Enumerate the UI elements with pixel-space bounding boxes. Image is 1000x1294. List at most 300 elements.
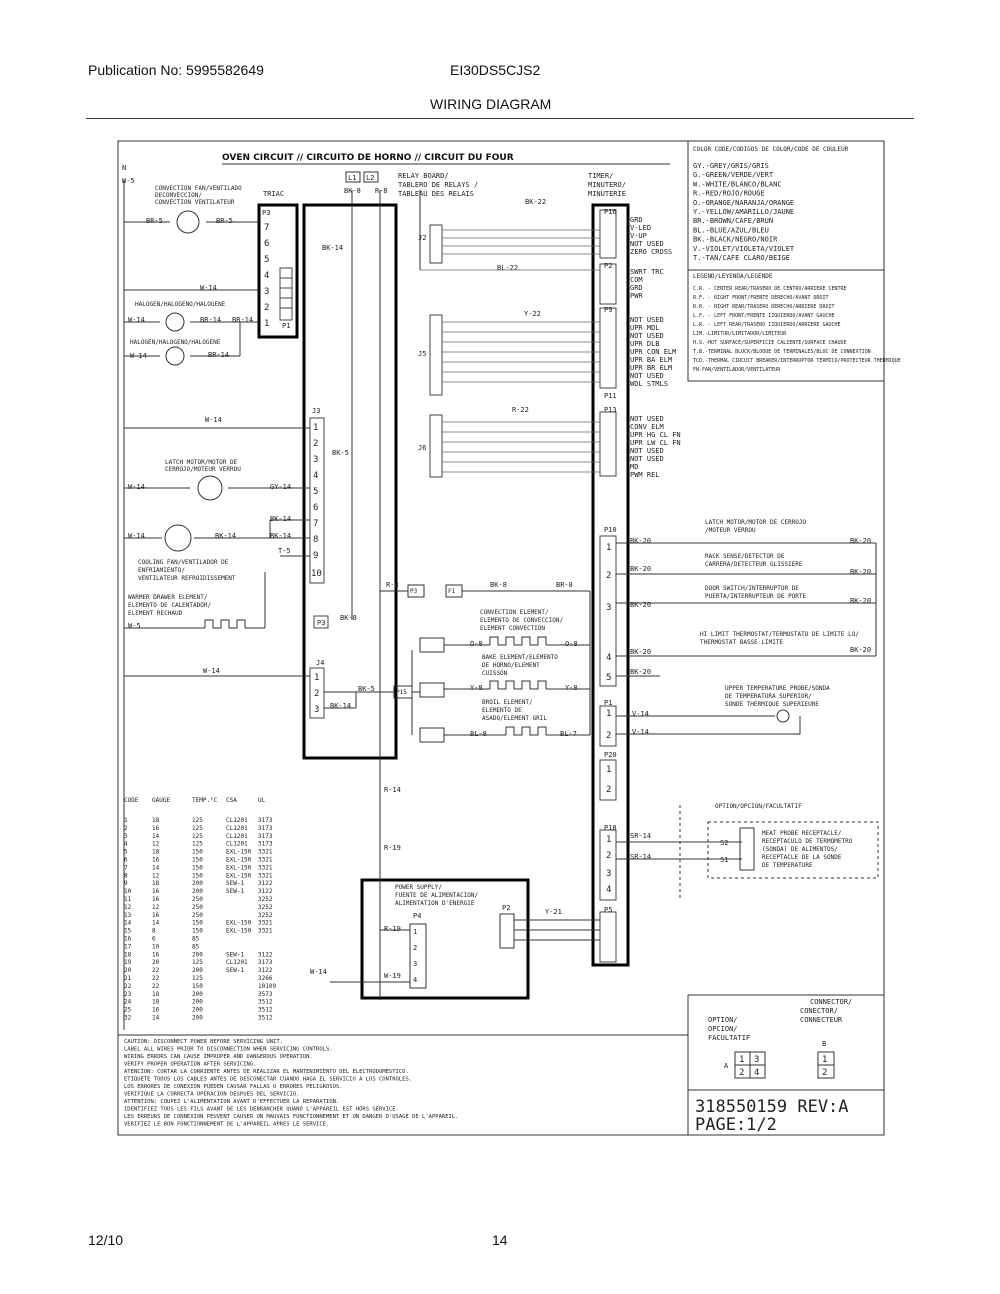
svg-text:SR-14: SR-14 — [630, 832, 652, 840]
svg-text:9: 9 — [313, 551, 319, 561]
svg-text:S2: S2 — [720, 839, 729, 847]
caution-line: ATTENTION: COUPEZ L'ALIMENTATION AVANT D'EFFECTUER LA REPARATION. — [124, 1099, 340, 1105]
gauge-table-cell: 22 — [152, 975, 160, 982]
gauge-table-cell: EXL-150 — [226, 927, 252, 935]
gauge-table-cell: 200 — [192, 1014, 203, 1022]
gauge-table-cell: 6 — [152, 935, 156, 943]
svg-text:P15: P15 — [396, 689, 407, 696]
svg-text:5: 5 — [313, 487, 319, 497]
svg-text:J4: J4 — [316, 659, 325, 667]
hi-limit-label: HI LIMIT THERMOSTAT/TERMOSTATO DE LIMITE LO/ — [700, 631, 859, 638]
svg-text:W-5: W-5 — [128, 622, 141, 630]
gauge-table-cell: 150 — [192, 872, 203, 880]
gauge-table-cell: 3512 — [258, 998, 273, 1006]
terminal-l1: L1 — [348, 174, 357, 182]
legend-entry: LIM.-LIMITOR/LIMITADOR/LIMITEUR — [693, 331, 787, 337]
probe-label: UPPER TEMPERATURE PROBE/SONDA — [725, 685, 830, 692]
svg-text:3: 3 — [314, 705, 320, 715]
svg-text:P13: P13 — [604, 406, 617, 414]
svg-text:Y-21: Y-21 — [545, 908, 562, 916]
svg-text:A: A — [724, 1062, 729, 1070]
latch-motor-label: LATCH MOTOR/MOTOR DE — [165, 459, 238, 466]
gauge-table-cell: 3122 — [258, 951, 273, 959]
gauge-table-cell: 250 — [192, 896, 203, 903]
power-supply-label: FUENTE DE ALIMENTACION/ — [395, 892, 479, 899]
svg-text:R-19: R-19 — [384, 844, 401, 852]
svg-text:3: 3 — [606, 869, 612, 879]
gauge-table-cell: 3173 — [258, 959, 273, 967]
svg-text:BK-5: BK-5 — [332, 449, 349, 457]
svg-text:3: 3 — [754, 1055, 760, 1065]
model-number: EI30DS5CJS2 — [450, 62, 541, 78]
svg-text:BK-8: BK-8 — [344, 187, 361, 195]
p2-label: SWRT TRC — [630, 268, 664, 276]
conv-fan-label: CONVECTION VENTILATEUR — [155, 199, 235, 206]
gauge-table-header: GAUGE — [152, 797, 171, 804]
gauge-table-cell: 3252 — [258, 896, 273, 903]
svg-text:7: 7 — [264, 223, 270, 233]
gauge-table-cell: 125 — [192, 832, 203, 840]
gauge-table-cell: 3321 — [258, 927, 273, 935]
gauge-table-cell: 14 — [152, 864, 160, 872]
color-code-entry: T.-TAN/CAFE CLARO/BEIGE — [693, 254, 790, 262]
svg-text:GY-14: GY-14 — [270, 483, 292, 491]
gauge-table-cell: 5 — [124, 848, 128, 856]
svg-text:P20: P20 — [604, 751, 617, 759]
svg-text:BK-14: BK-14 — [270, 515, 292, 523]
svg-text:4: 4 — [313, 471, 319, 481]
bake-element-label: BAKE ELEMENT/ELEMENTO — [482, 654, 558, 661]
gauge-table-cell: 18 — [152, 817, 160, 824]
gauge-table-cell: 3321 — [258, 856, 273, 864]
gauge-table-cell: 3266 — [258, 975, 273, 982]
svg-text:BK-20: BK-20 — [630, 601, 652, 609]
gauge-table-cell: 16 — [152, 951, 160, 959]
gauge-table-cell: 23 — [124, 990, 132, 998]
caution-line: WIRING ERRORS CAN CAUSE IMPROPER AND DANGEROUS OPERATION. — [124, 1054, 313, 1060]
caution-line: VERIFIQUE LA CORRECTA OPERACION DESPUES DEL SERVICIO. — [124, 1091, 300, 1098]
gauge-table-cell: 9 — [124, 880, 128, 888]
gauge-table-cell: 11 — [124, 896, 132, 903]
meat-probe-label: RECEPTACLE DE LA SONDE — [762, 854, 842, 861]
svg-text:P3: P3 — [410, 588, 418, 595]
svg-text:Y-22: Y-22 — [524, 310, 541, 318]
latch-switch-label: /MOTEUR VERROU — [705, 527, 756, 534]
caution-line: ETIQUETE TODOS LOS CABLES ANTES DE DESCONECTAR CUANDO HAGA EL SERVICIO A LOS CONTROLES. — [124, 1076, 413, 1083]
gauge-table-cell: 150 — [192, 982, 203, 990]
gauge-table-cell: 12 — [152, 872, 160, 880]
svg-text:W-14: W-14 — [128, 316, 145, 324]
svg-text:1: 1 — [606, 765, 612, 775]
caution-line: CAUTION: DISCONNECT POWER BEFORE SERVICING UNIT. — [124, 1039, 283, 1045]
svg-text:2: 2 — [313, 439, 319, 449]
gauge-table-cell: EXL-150 — [226, 848, 252, 856]
warmer-label: ELEMENT RECHAUD — [128, 610, 183, 617]
gauge-table-cell: 3512 — [258, 1006, 273, 1014]
footer-date: 12/10 — [88, 1232, 124, 1248]
svg-text:W-14: W-14 — [205, 416, 222, 424]
gauge-table-cell: 3512 — [258, 1014, 273, 1022]
svg-text:2: 2 — [822, 1068, 828, 1078]
svg-text:P4: P4 — [413, 912, 422, 920]
gauge-table-cell: 18 — [152, 998, 160, 1006]
bake-element-label: DE HORNO/ELEMENT — [482, 662, 540, 669]
gauge-table-cell: 3321 — [258, 919, 273, 927]
gauge-table-cell: 1 — [124, 817, 128, 824]
publication-number: Publication No: 5995582649 — [88, 62, 264, 78]
svg-text:BK-20: BK-20 — [850, 597, 872, 605]
gauge-table-cell: 125 — [192, 824, 203, 832]
gauge-table-cell: 24 — [124, 998, 132, 1006]
svg-text:BK-5: BK-5 — [358, 685, 375, 693]
connector-option: OPCION/ — [708, 1025, 738, 1033]
power-supply-label: POWER SUPPLY/ — [395, 884, 442, 891]
svg-text:1: 1 — [606, 543, 612, 553]
p9-label: NOT USED — [630, 332, 664, 340]
p9-label: UPR CON ELM — [630, 348, 677, 356]
svg-text:BK-20: BK-20 — [630, 668, 652, 676]
p16-label: V-UP — [630, 232, 647, 240]
gauge-table-cell: 20 — [152, 959, 160, 967]
svg-text:P3: P3 — [262, 209, 271, 217]
svg-text:1: 1 — [606, 835, 612, 845]
gauge-table-cell: 3321 — [258, 872, 273, 880]
gauge-table-header: UL — [258, 797, 266, 804]
svg-text:BR-14: BR-14 — [200, 316, 222, 324]
convection-element-label: ELEMENT CONVECTION — [480, 625, 546, 632]
probe-label: SONDE THERMIQUE SUPERIEURE — [725, 701, 819, 708]
svg-text:R-19: R-19 — [384, 925, 401, 933]
caution-line: VERIFIEZ LE BON FONCTIONNEMENT DE L'APPAREIL APRES LE SERVICE. — [124, 1121, 330, 1128]
gauge-table-cell: 250 — [192, 911, 203, 919]
rack-sense-label: RACK SENSE/DETECTOR DE — [705, 553, 785, 560]
timer-label-2: MINUTERO/ — [588, 181, 626, 189]
relay-board-label-3: TABLEAU DES RELAIS — [398, 190, 474, 198]
gauge-table-cell: EXL-150 — [226, 919, 252, 927]
conv-fan-label: DECONVECCION/ — [155, 192, 202, 199]
gauge-table-cell: EXL-150 — [226, 872, 252, 880]
gauge-table-cell: 18 — [152, 880, 160, 888]
svg-text:1: 1 — [314, 673, 320, 683]
svg-text:4: 4 — [264, 271, 270, 281]
svg-text:BR-5: BR-5 — [216, 217, 233, 225]
gauge-table-cell: 3173 — [258, 832, 273, 840]
gauge-table-cell: 32 — [124, 1014, 132, 1022]
gauge-table-cell: 200 — [192, 951, 203, 959]
svg-text:P5: P5 — [604, 906, 613, 914]
p9-label: UPR DLB — [630, 340, 660, 348]
legend-entry: C.R. - CENTER REAR/TRASERO DE CENTRO/ARRIERE CENTRE — [693, 286, 847, 292]
gauge-table-cell: 16 — [152, 896, 160, 903]
svg-text:P2: P2 — [502, 904, 511, 912]
gauge-table-cell: 18 — [152, 990, 160, 998]
convection-element-label: CONVECTION ELEMENT/ — [480, 609, 549, 616]
svg-text:BK-20: BK-20 — [850, 568, 872, 576]
warmer-label: WARMER DRAWER ELEMENT/ — [128, 594, 208, 601]
legend-entry: T.B.-TERMINAL BLOCK/BLOQUE DE TERMINALES/BLOC DE CONNEXTION — [693, 349, 871, 355]
svg-text:BK-20: BK-20 — [630, 537, 652, 545]
caution-line: LABEL ALL WIRES PRIOR TO DISCONNECTION WHEN SERVICING CONTROLS. — [124, 1046, 333, 1053]
svg-text:BL-8: BL-8 — [470, 730, 487, 738]
gauge-table-cell: 150 — [192, 927, 203, 935]
hi-limit-label: THERMOSTAT BASSE LIMITE — [700, 639, 784, 646]
legend-entry: FN-FAN/VENTILADOR/VENTILATEUR — [693, 367, 781, 373]
gauge-table-cell: 200 — [192, 967, 203, 975]
svg-text:4: 4 — [754, 1068, 760, 1078]
gauge-table-cell: 200 — [192, 880, 203, 888]
gauge-table-cell: 16 — [152, 856, 160, 864]
svg-text:F1: F1 — [448, 588, 456, 595]
svg-text:8: 8 — [313, 535, 319, 545]
gauge-table-header: TEMP.°C — [192, 797, 218, 804]
svg-text:R-8: R-8 — [375, 187, 388, 195]
gauge-table-cell: 3122 — [258, 880, 273, 888]
svg-text:BK-14: BK-14 — [215, 532, 237, 540]
svg-text:1: 1 — [313, 423, 319, 433]
gauge-table-cell: 22 — [124, 982, 132, 990]
svg-text:Y-8: Y-8 — [470, 684, 483, 692]
svg-text:B: B — [822, 1040, 827, 1048]
gauge-table-cell: 3173 — [258, 824, 273, 832]
svg-text:P1: P1 — [282, 322, 291, 330]
p16-label: GRD — [630, 216, 643, 224]
gauge-table-cell: 6 — [124, 856, 128, 864]
p13-label: MD — [630, 463, 639, 471]
gauge-table-cell: 250 — [192, 903, 203, 911]
gauge-table-cell: SEW-1 — [226, 951, 245, 959]
connector-title: CONECTOR/ — [800, 1007, 838, 1015]
svg-text:BK-14: BK-14 — [330, 702, 352, 710]
p13-label: PWM REL — [630, 471, 660, 479]
svg-text:Y-8: Y-8 — [565, 684, 578, 692]
svg-text:7: 7 — [313, 519, 319, 529]
svg-text:BK-20: BK-20 — [850, 537, 872, 545]
svg-text:O-8: O-8 — [565, 640, 578, 648]
p13-label: UPR LW CL FN — [630, 439, 681, 447]
diagram-title: OVEN CIRCUIT // CIRCUITO DE HORNO // CIRCUIT DU FOUR — [222, 153, 514, 163]
svg-text:6: 6 — [264, 239, 270, 249]
color-code-entry: Y.-YELLOW/AMARILLO/JAUNE — [693, 208, 795, 216]
gauge-table-cell: 12 — [152, 903, 160, 911]
svg-text:3: 3 — [313, 455, 319, 465]
latch-motor-label: CERROJO/MOTEUR VERROU — [165, 466, 241, 473]
halogen-label: HALOGEN/HALOGENO/HALOGENE — [130, 339, 221, 346]
gauge-table-cell: 125 — [192, 817, 203, 824]
gauge-table-cell: 15 — [124, 927, 132, 935]
caution-line: IDENTIFIEZ TOUS LES FILS AVANT DE LES DEBRANCHER QUAND L'APPAREIL EST HORS SERVICE. — [124, 1106, 399, 1113]
gauge-table-cell: 25 — [124, 1006, 132, 1014]
svg-text:BK-20: BK-20 — [850, 646, 872, 654]
color-code-entry: G.-GREEN/VERDE/VERT — [693, 171, 774, 180]
svg-text:W-19: W-19 — [384, 972, 401, 980]
svg-text:2: 2 — [606, 851, 612, 861]
gauge-table-cell: 16 — [152, 824, 160, 832]
gauge-table-cell: 14 — [152, 1014, 160, 1022]
gauge-table-cell: 19 — [124, 959, 132, 967]
svg-text:W-5: W-5 — [122, 177, 135, 185]
warmer-label: ELEMENTO DE CALENTADOR/ — [128, 602, 212, 609]
legend-entry: R.F. - RIGHT FRONT/FRENTE DERECHO/AVANT DROIT — [693, 295, 829, 301]
gauge-table-cell: 3122 — [258, 888, 273, 896]
timer-label-3: MINUTERIE — [588, 190, 626, 198]
svg-text:BL-7: BL-7 — [560, 730, 577, 738]
svg-text:P1: P1 — [604, 699, 613, 707]
connector-title: CONNECTOR/ — [810, 998, 853, 1006]
gauge-table-cell: 14 — [124, 919, 132, 927]
gauge-table-cell: 16 — [124, 935, 132, 943]
p16-label: V-LED — [630, 224, 652, 232]
gauge-table-cell: 21 — [124, 975, 132, 982]
caution-line: VERIFY PROPER OPERATION AFTER SERVICING. — [124, 1061, 257, 1068]
svg-text:S1: S1 — [720, 856, 729, 864]
color-code-entry: O.-ORANGE/NARANJA/ORANGE — [693, 198, 795, 207]
color-code-entry: GY.-GREY/GRIS/GRIS — [693, 162, 769, 170]
svg-text:3: 3 — [413, 960, 418, 968]
svg-text:W-14: W-14 — [128, 532, 145, 540]
svg-text:R-8: R-8 — [386, 581, 399, 589]
gauge-table-cell: EXL-150 — [226, 856, 252, 864]
color-code-entry: V.-VIOLET/VIOLETA/VIOLET — [693, 244, 795, 253]
caution-line: LES ERREURS DE CONNEXION PEUVENT CAUSER UN MAUVAIS FONCTIONNEMENT ET UN DANGER D'USAGE DE L'APPAREIL. — [124, 1114, 459, 1120]
cooling-fan-label: VENTILATEUR REFROIDISSEMENT — [138, 575, 236, 582]
svg-text:BK-14: BK-14 — [270, 532, 292, 540]
svg-text:P10: P10 — [604, 526, 617, 534]
gauge-table-cell: 200 — [192, 1006, 203, 1014]
convection-element-label: ELEMENTO DE CONVECCION/ — [480, 617, 564, 624]
conv-fan-label: CONVECTION FAN/VENTILADO — [155, 185, 242, 192]
svg-text:6: 6 — [313, 503, 319, 513]
gauge-table-cell: 150 — [192, 856, 203, 864]
gauge-table-cell: 10 — [152, 943, 160, 951]
gauge-table-cell: 7 — [124, 864, 128, 872]
gauge-table-header: CODE — [124, 797, 139, 804]
svg-text:1: 1 — [264, 319, 270, 329]
svg-text:1: 1 — [822, 1055, 828, 1065]
halogen-label: HALOGEN/HALOGENO/HALOGENE — [135, 301, 226, 308]
svg-text:J6: J6 — [418, 444, 427, 452]
color-code-entry: BR.-BROWN/CAFE/BRUN — [693, 217, 774, 226]
gauge-table-cell: 200 — [192, 888, 203, 896]
svg-text:W-14: W-14 — [203, 667, 220, 675]
svg-text:1: 1 — [739, 1055, 745, 1065]
gauge-table-cell: 85 — [192, 943, 200, 951]
p16-label: ZERO CROSS — [630, 248, 673, 256]
gauge-table-cell: 8 — [124, 872, 128, 880]
gauge-table-cell: 3321 — [258, 864, 273, 872]
gauge-table-cell: 18 — [124, 951, 132, 959]
svg-text:BK-8: BK-8 — [490, 581, 507, 589]
gauge-table-cell: CL1201 — [226, 817, 248, 824]
color-code-entry: BL.-BLUE/AZUL/BLEU — [693, 226, 769, 235]
gauge-table-cell: 3573 — [258, 990, 273, 998]
svg-text:2: 2 — [739, 1068, 745, 1078]
gauge-table-cell: CL1201 — [226, 959, 248, 967]
terminal-l2: L2 — [366, 174, 375, 182]
triac-label: TRIAC — [263, 190, 285, 198]
connector-title: CONNECTEUR — [800, 1016, 843, 1024]
page-title: WIRING DIAGRAM — [430, 96, 552, 112]
svg-text:2: 2 — [606, 571, 612, 581]
gauge-table-cell: 16 — [152, 1006, 160, 1014]
power-supply-label: ALIMENTATION D'ENERGIE — [395, 900, 475, 907]
legend-entry: R.R. - RIGHT REAR/TRASERO DERECHO/ARRIERE DROIT — [693, 304, 835, 310]
gauge-table-cell: 125 — [192, 840, 203, 848]
svg-text:2: 2 — [413, 944, 418, 952]
svg-text:W-14: W-14 — [128, 483, 145, 491]
relay-board-label-2: TABLERO DE RELAYS / — [398, 181, 479, 189]
gauge-table-cell: 8 — [152, 927, 156, 935]
p2-label: COM — [630, 276, 643, 284]
connector-option: OPTION/ — [708, 1016, 738, 1024]
svg-text:BR-8: BR-8 — [556, 581, 573, 589]
doc-page: PAGE:1/2 — [695, 1115, 777, 1135]
p9-label: NOT USED — [630, 372, 664, 380]
gauge-table-cell: 22 — [152, 967, 160, 975]
svg-text:T-5: T-5 — [278, 547, 291, 555]
p13-label: NOT USED — [630, 415, 664, 423]
svg-text:1: 1 — [606, 709, 612, 719]
svg-text:BK-20: BK-20 — [630, 565, 652, 573]
gauge-table-cell: 85 — [192, 935, 200, 943]
gauge-table-cell: 10109 — [258, 982, 277, 990]
meat-probe-label: RECEPTACULO DE TERMOMETRO — [762, 838, 853, 845]
gauge-table-cell: 4 — [124, 840, 128, 848]
p9-label: UPR BA ELM — [630, 356, 673, 364]
svg-text:J5: J5 — [418, 350, 427, 358]
latch-switch-label: LATCH MOTOR/MOTOR DE CERROJO — [705, 519, 807, 526]
broil-element-label: BROIL ELEMENT/ — [482, 699, 533, 706]
color-code-entry: BK.-BLACK/NEGRO/NOIR — [693, 235, 778, 244]
meat-probe-label: DE TEMPERATURE — [762, 862, 813, 869]
svg-text:O-8: O-8 — [470, 640, 483, 648]
svg-text:V-14: V-14 — [632, 710, 649, 718]
svg-text:W-14: W-14 — [200, 284, 217, 292]
gauge-table-cell: 22 — [152, 982, 160, 990]
svg-text:BR-14: BR-14 — [208, 351, 230, 359]
p13-label: UPR HG CL FN — [630, 431, 681, 439]
gauge-table-cell: SEW-1 — [226, 888, 245, 896]
gauge-table-cell: 16 — [152, 911, 160, 919]
broil-element-label: ASADO/ELEMENT GRIL — [482, 715, 548, 722]
gauge-table-cell: 150 — [192, 919, 203, 927]
gauge-table-cell: 2 — [124, 824, 128, 832]
gauge-table-cell: 18 — [152, 848, 160, 856]
gauge-table-cell: 17 — [124, 943, 132, 951]
gauge-table-cell: 3252 — [258, 911, 273, 919]
gauge-table-cell: 3122 — [258, 967, 273, 975]
meat-probe-label: (SONDA) DE ALIMENTOS/ — [762, 846, 838, 853]
footer-page: 14 — [492, 1232, 508, 1248]
cooling-fan-label: COOLING FAN/VENTILADOR DE — [138, 559, 229, 566]
door-switch-label: DOOR SWITCH/INTERRUPTOR DE — [705, 585, 799, 592]
p9-label: UPR BR ELM — [630, 364, 673, 372]
broil-element-label: ELEMENTO DE — [482, 707, 522, 714]
color-code-title: COLOR CODE/CODIGOS DE COLOR/CODE DE COULEUR — [693, 146, 849, 153]
gauge-table-cell: 13 — [124, 911, 132, 919]
gauge-table-cell: 3252 — [258, 903, 273, 911]
svg-text:P18: P18 — [604, 824, 617, 832]
caution-line: LOS ERRORES DE CONEXION PUEDEN CAUSAR FALLAS O ERRORES PELIGROSOS. — [124, 1084, 343, 1090]
svg-text:BL-22: BL-22 — [497, 264, 519, 272]
gauge-table-cell: SEW-1 — [226, 880, 245, 888]
connector-option: FACULTATIF — [708, 1034, 751, 1042]
p9-label: UPR MDL — [630, 324, 660, 332]
door-switch-label: PUERTA/INTERRUPTEUR DE PORTE — [705, 593, 807, 600]
legend-entry: L.R. - LEFT REAR/TRASERO IZQUIERDO/ARRIERE GAUCHE — [693, 322, 841, 328]
gauge-table-cell: 200 — [192, 998, 203, 1006]
svg-text:BK-14: BK-14 — [322, 244, 344, 252]
gauge-table-cell: 12 — [124, 903, 132, 911]
